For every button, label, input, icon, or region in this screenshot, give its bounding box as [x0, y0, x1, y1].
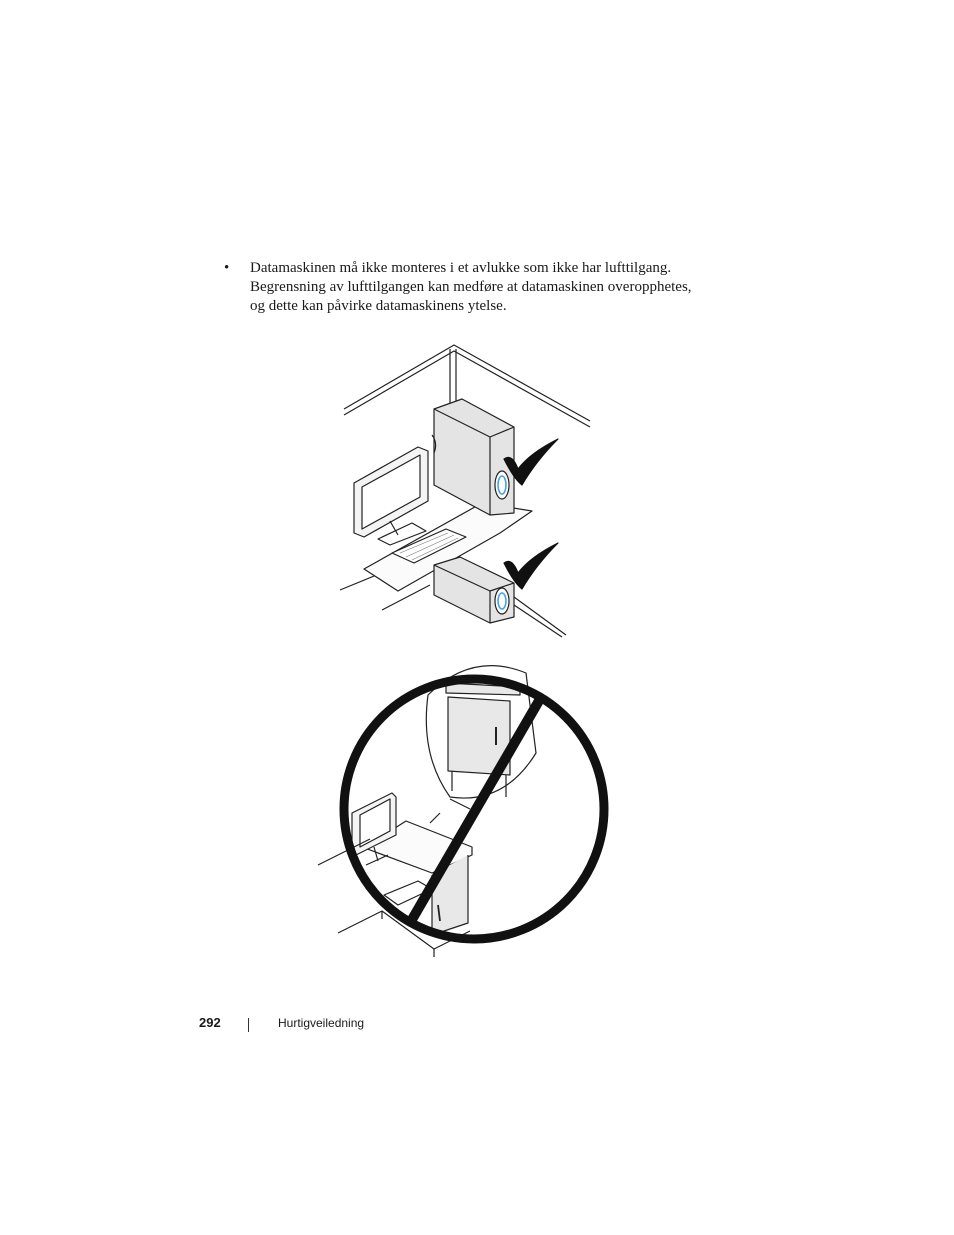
bullet-text	[250, 259, 730, 316]
enclosed-cabinet-figure	[318, 666, 604, 957]
bullet-line-3: og dette kan påvirke datamaskinens ytelse.	[250, 298, 507, 314]
page-number: 292	[199, 1015, 221, 1030]
footer-section-title: Hurtigveiledning	[278, 1016, 365, 1030]
footer-divider	[248, 1018, 249, 1032]
page-footer	[0, 1015, 954, 1035]
bullet-line-1: Datamaskinen må ikke monteres i et avlukke som ikke har lufttilgang.	[250, 260, 672, 276]
airflow-illustration	[300, 335, 630, 965]
bullet-line-2: Begrensning av lufttilgangen kan medføre at datamaskinen overopphetes,	[250, 279, 692, 295]
bullet-symbol: •	[224, 260, 230, 276]
open-workstation-figure	[340, 345, 590, 637]
